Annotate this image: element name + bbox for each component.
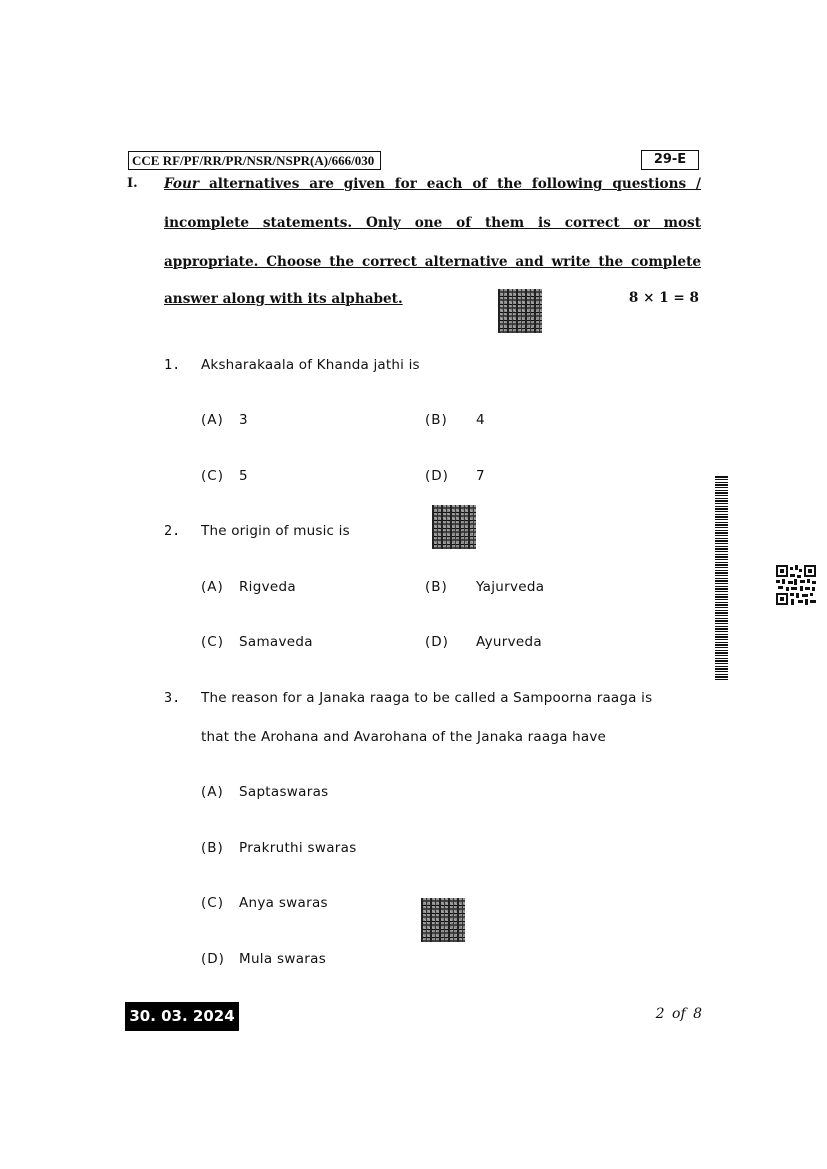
question-text: Aksharakaala of Khanda jathi is: [201, 357, 420, 373]
option-label: (B): [201, 840, 224, 856]
option-text: Ayurveda: [476, 634, 542, 650]
question-number: 2.: [164, 523, 181, 539]
question-number: 1.: [164, 357, 181, 373]
option-label: (B): [425, 579, 448, 595]
option-text: Mula swaras: [239, 951, 327, 967]
question-number: 3.: [164, 690, 181, 706]
qr-code-icon: [776, 565, 816, 605]
instruction-line-1: [164, 176, 701, 192]
qr-code-icon: [432, 505, 476, 549]
page-number: 2 of 8: [655, 1006, 702, 1022]
option-label: (C): [201, 895, 224, 911]
instruction-line-2: incomplete statements. Only one of them is correct or most: [164, 215, 701, 231]
exam-date: 30. 03. 2024: [125, 1002, 239, 1031]
instruction-line-1-text: alternatives are given for each of the following questions /: [199, 176, 701, 192]
option-text: Samaveda: [239, 634, 313, 650]
option-label: (B): [425, 412, 448, 428]
qr-code-icon: [421, 898, 465, 942]
option-text: 5: [239, 468, 248, 484]
instruction-line-4: answer along with its alphabet.: [164, 291, 403, 307]
option-text: Rigveda: [239, 579, 296, 595]
instruction-emphasis: Four: [164, 176, 200, 192]
question-text: The origin of music is: [201, 523, 350, 539]
option-label: (A): [201, 412, 224, 428]
option-label: (C): [201, 468, 224, 484]
option-text: 7: [476, 468, 485, 484]
barcode-icon: [715, 476, 728, 680]
option-label: (A): [201, 579, 224, 595]
option-text: Yajurveda: [476, 579, 545, 595]
option-label: (A): [201, 784, 224, 800]
option-text: Saptaswaras: [239, 784, 329, 800]
question-text-line-2: that the Arohana and Avarohana of the Janaka raaga have: [201, 729, 607, 745]
option-label: (D): [425, 634, 449, 650]
marks-allocation: 8 × 1 = 8: [628, 290, 699, 306]
option-text: Anya swaras: [239, 895, 328, 911]
option-label: (C): [201, 634, 224, 650]
qr-code-icon: [498, 289, 542, 333]
instruction-line-3: appropriate. Choose the correct alternative and write the complete: [164, 254, 701, 270]
option-text: 3: [239, 412, 248, 428]
option-text: Prakruthi swaras: [239, 840, 357, 856]
section-number: I.: [127, 176, 138, 191]
paper-code: CCE RF/PF/RR/PR/NSR/NSPR(A)/666/030: [128, 151, 381, 170]
option-label: (D): [425, 468, 449, 484]
option-text: 4: [476, 412, 485, 428]
option-label: (D): [201, 951, 225, 967]
question-text-line-1: The reason for a Janaka raaga to be called a Sampoorna raaga is: [201, 690, 653, 706]
paper-number: 29-E: [641, 150, 699, 170]
